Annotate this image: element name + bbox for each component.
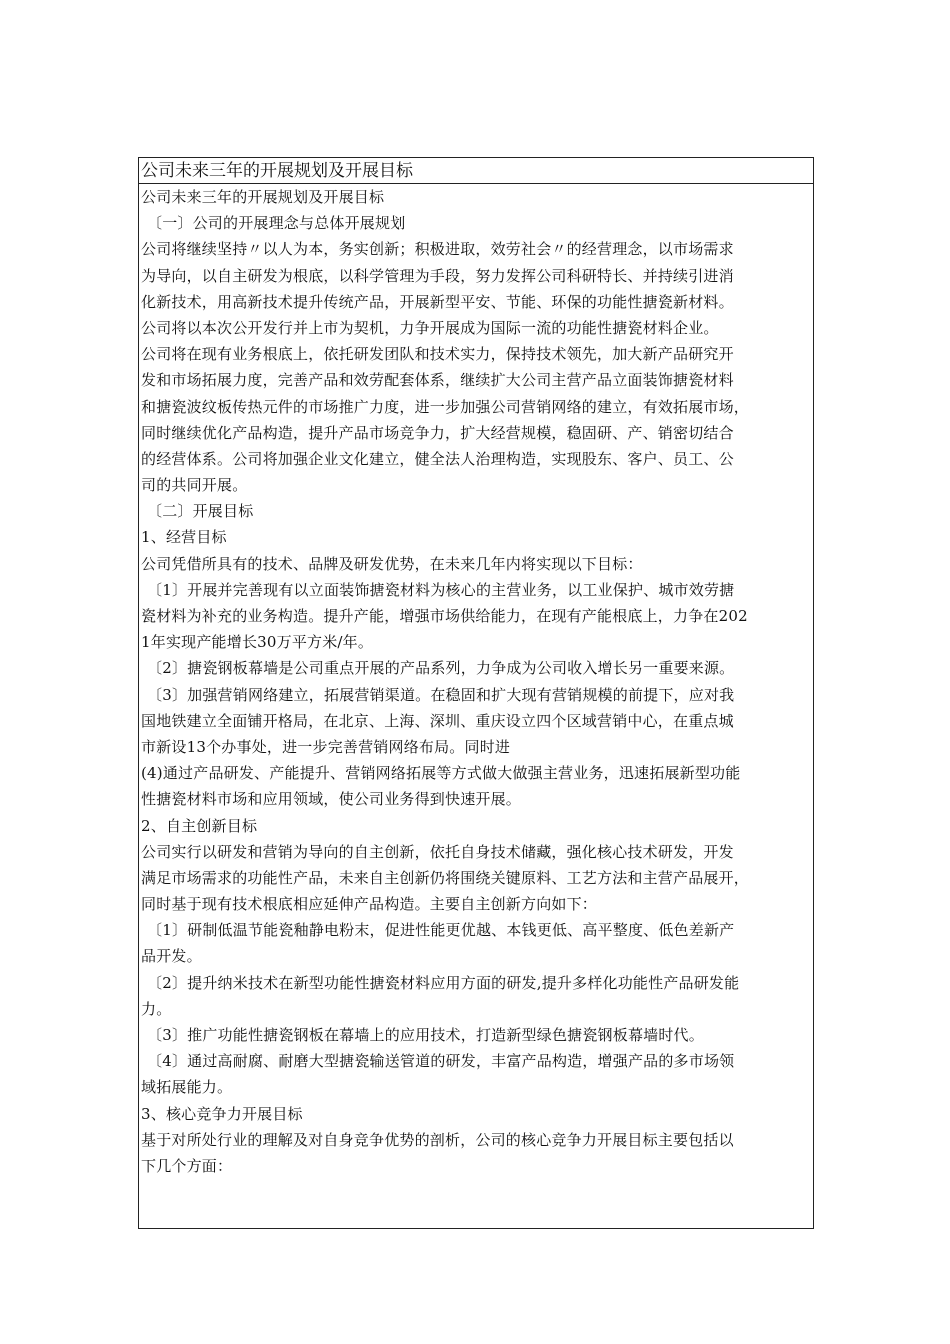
text-line: 性搪瓷材料市场和应用领域，使公司业务得到快速开展。 [141, 790, 522, 809]
text-line: 〔二〕开展目标 [147, 502, 254, 521]
text-line: 公司将继续坚持〃以人为本，务实创新；积极进取，效劳社会〃的经营理念，以市场需求 [141, 240, 734, 259]
text-line: 〔2〕提升纳米技术在新型功能性搪瓷材料应用方面的研发,提升多样化功能性产品研发能 [147, 973, 740, 992]
text-line: 公司未来三年的开展规划及开展目标 [141, 188, 385, 206]
text-line: 下几个方面： [141, 1156, 233, 1175]
text-line: 满足市场需求的功能性产品，未来自主创新仍将围绕关键原料、工艺方法和主营产品展开， [141, 868, 750, 887]
text-line: 公司实行以研发和营销为导向的自主创新，依托自身技术储藏，强化核心技术研发，开发 [141, 842, 734, 861]
text-line: 市新设13个办事处，进一步完善营销网络布局。同时进 [141, 737, 511, 756]
table-body-cell [141, 184, 815, 1179]
text-line: 基于对所处行业的理解及对自身竞争优势的剖析，公司的核心竞争力开展目标主要包括以 [141, 1130, 734, 1149]
text-line: 发和市场拓展力度，完善产品和效劳配套体系，继续扩大公司主营产品立面装饰搪瓷材料 [141, 371, 734, 390]
text-line: (4)通过产品研发、产能提升、营销网络拓展等方式做大做强主营业务，迅速拓展新型功能 [141, 764, 741, 783]
text-line: 2、自主创新目标 [141, 816, 258, 835]
text-line: 〔1〕研制低温节能瓷釉静电粉末，促进性能更优越、本钱更低、高平整度、低色差新产 [147, 921, 735, 940]
text-line: 〔4〕通过高耐腐、耐磨大型搪瓷输送管道的研发，丰富产品构造，增强产品的多市场领 [147, 1052, 735, 1071]
text-line: 公司凭借所具有的技术、品牌及研发优势，在未来几年内将实现以下目标： [141, 554, 643, 573]
text-line: 〔1〕开展并完善现有以立面装饰搪瓷材料为核心的主营业务，以工业保护、城市效劳搪 [147, 580, 735, 599]
text-line: 〔一〕公司的开展理念与总体开展规划 [147, 214, 406, 233]
table-title: 公司未来三年的开展规划及开展目标 [141, 161, 413, 181]
text-line: 化新技术，用高新技术提升传统产品，开展新型平安、节能、环保的功能性搪瓷新材料。 [141, 292, 734, 311]
text-line: 同时基于现有技术根底相应延伸产品构造。主要自主创新方向如下： [141, 895, 598, 914]
content-table [138, 157, 814, 1229]
text-line: 国地铁建立全面铺开格局，在北京、上海、深圳、重庆设立四个区域营销中心，在重点城 [141, 711, 734, 730]
text-line: 力。 [141, 999, 172, 1018]
text-line: 品开发。 [141, 947, 202, 966]
text-line: 司的共同开展。 [141, 476, 248, 495]
text-line: 1、经营目标 [141, 528, 227, 547]
text-line: 〔3〕加强营销网络建立，拓展营销渠道。在稳固和扩大现有营销规模的前提下，应对我 [147, 685, 735, 704]
text-line: 〔3〕推广功能性搪瓷钢板在幕墙上的应用技术，打造新型绿色搪瓷钢板幕墙时代。 [147, 1026, 704, 1044]
table-title-cell [139, 158, 813, 184]
text-line: 同时继续优化产品构造，提升产品市场竞争力，扩大经营规模，稳固研、产、销密切结合 [141, 423, 734, 442]
text-line: 和搪瓷波纹板传热元件的市场推广力度，进一步加强公司营销网络的建立，有效拓展市场， [141, 397, 750, 416]
text-line: 公司将在现有业务根底上，依托研发团队和技术实力，保持技术领先，加大新产品研究开 [141, 345, 734, 364]
text-line: 1年实现产能增长30万平方米/年。 [141, 633, 374, 652]
text-line: 域拓展能力。 [141, 1078, 233, 1097]
text-line: 公司将以本次公开发行并上市为契机，力争开展成为国际一流的功能性搪瓷材料企业。 [141, 318, 719, 337]
body-text [141, 184, 815, 1179]
text-line: 〔2〕搪瓷钢板幕墙是公司重点开展的产品系列，力争成为公司收入增长另一重要来源。 [147, 659, 735, 678]
text-line: 为导向，以自主研发为根底，以科学管理为手段，努力发挥公司科研特长、并持续引进消 [141, 266, 734, 285]
text-line: 的经营体系。公司将加强企业文化建立，健全法人治理构造，实现股东、客户、员工、公 [141, 449, 734, 468]
text-line: 瓷材料为补充的业务构造。提升产能，增强市场供给能力，在现有产能根底上，力争在202 [141, 607, 748, 625]
text-line: 3、核心竞争力开展目标 [141, 1104, 303, 1123]
